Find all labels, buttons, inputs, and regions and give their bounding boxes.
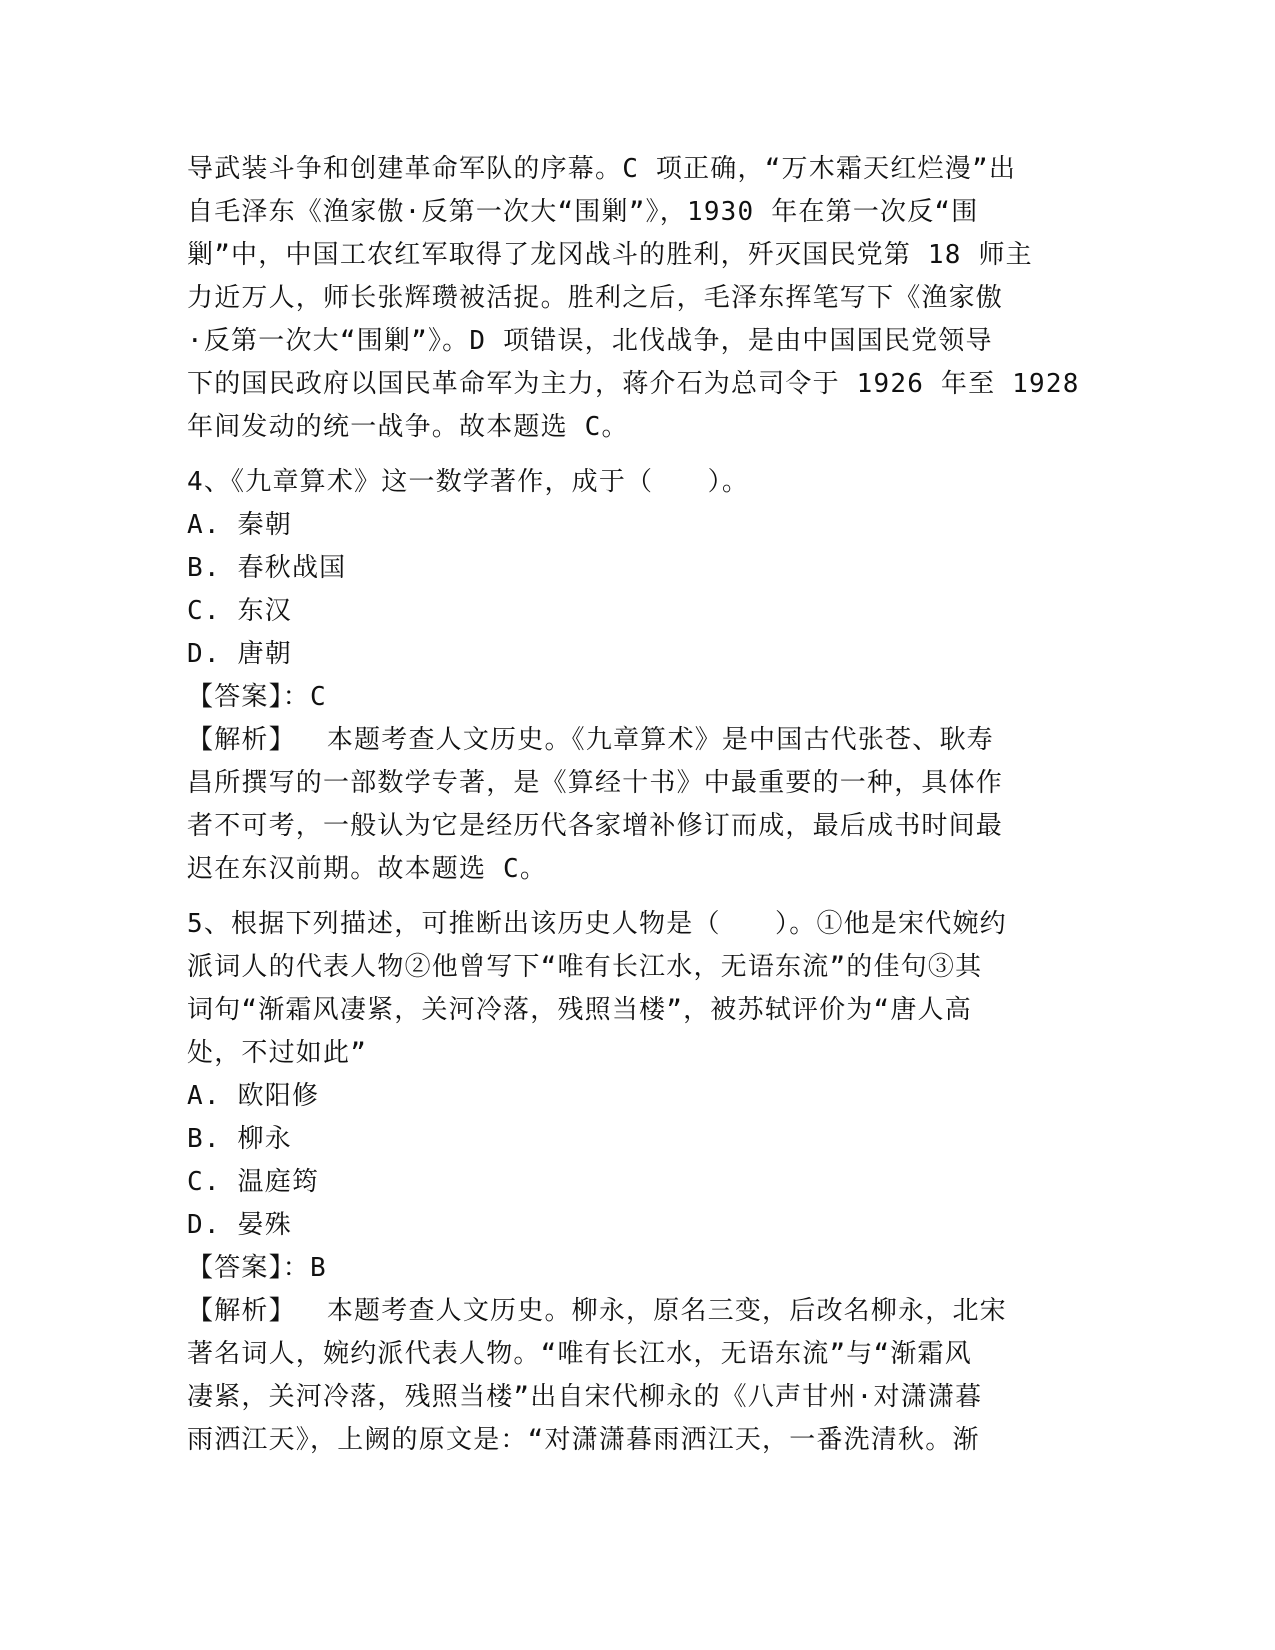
previous-explanation-continuation [187, 148, 1087, 449]
option-b: B. 柳永 [187, 1124, 292, 1154]
option-c: C. 东汉 [187, 596, 292, 626]
analysis-line: 迟在东汉前期。故本题选 C。 [187, 854, 548, 884]
page-content [187, 148, 1087, 1462]
question-text: 处，不过如此” [187, 1038, 368, 1068]
answer-line: 【答案】：B [187, 1253, 327, 1283]
text-line: ·反第一次大“围剿”》。D 项错误，北伐战争，是由中国国民党领导 [187, 326, 993, 356]
analysis-line: 著名词人，婉约派代表人物。“唯有长江水，无语东流”与“渐霜风 [187, 1339, 972, 1369]
analysis-line: 【解析】 本题考查人文历史。柳永，原名三变，后改名柳永，北宋 [187, 1296, 1007, 1326]
paragraph-gap [187, 449, 1087, 461]
question-text: 派词人的代表人物②他曾写下“唯有长江水，无语东流”的佳句③其 [187, 952, 983, 982]
question-text: 词句“渐霜风凄紧，关河冷落，残照当楼”，被苏轼评价为“唐人高 [187, 995, 972, 1025]
question-text: 5、根据下列描述，可推断出该历史人物是（ ）。①他是宋代婉约 [187, 909, 1007, 939]
option-a: A. 欧阳修 [187, 1081, 320, 1111]
analysis-line: 【解析】 本题考查人文历史。《九章算术》是中国古代张苍、耿寿 [187, 725, 994, 755]
question-5 [187, 903, 1087, 1462]
answer-line: 【答案】：C [187, 682, 327, 712]
analysis-line: 者不可考，一般认为它是经历代各家增补修订而成，最后成书时间最 [187, 811, 1004, 841]
option-b: B. 春秋战国 [187, 553, 347, 583]
text-line: 导武装斗争和创建革命军队的序幕。C 项正确，“万木霜天红烂漫”出 [187, 154, 1017, 184]
question-text: 4、《九章算术》这一数学著作，成于（ ）。 [187, 467, 750, 497]
option-a: A. 秦朝 [187, 510, 292, 540]
option-c: C. 温庭筠 [187, 1167, 320, 1197]
paragraph-gap [187, 891, 1087, 903]
text-line: 剿”中，中国工农红军取得了龙冈战斗的胜利，歼灭国民党第 18 师主 [187, 240, 1033, 270]
option-d: D. 晏殊 [187, 1210, 292, 1240]
option-d: D. 唐朝 [187, 639, 292, 669]
text-line: 下的国民政府以国民革命军为主力，蒋介石为总司令于 1926 年至 1928 [187, 369, 1080, 399]
text-line: 力近万人，师长张辉瓒被活捉。胜利之后，毛泽东挥笔写下《渔家傲 [187, 283, 1004, 313]
analysis-line: 凄紧，关河冷落，残照当楼”出自宋代柳永的《八声甘州·对潇潇暮 [187, 1382, 983, 1412]
analysis-line: 雨洒江天》，上阙的原文是：“对潇潇暮雨洒江天，一番洗清秋。渐 [187, 1425, 980, 1455]
analysis-line: 昌所撰写的一部数学专著，是《算经十书》中最重要的一种，具体作 [187, 768, 1004, 798]
text-line: 自毛泽东《渔家傲·反第一次大“围剿”》，1930 年在第一次反“围 [187, 197, 979, 227]
text-line: 年间发动的统一战争。故本题选 C。 [187, 412, 629, 442]
question-4 [187, 461, 1087, 891]
